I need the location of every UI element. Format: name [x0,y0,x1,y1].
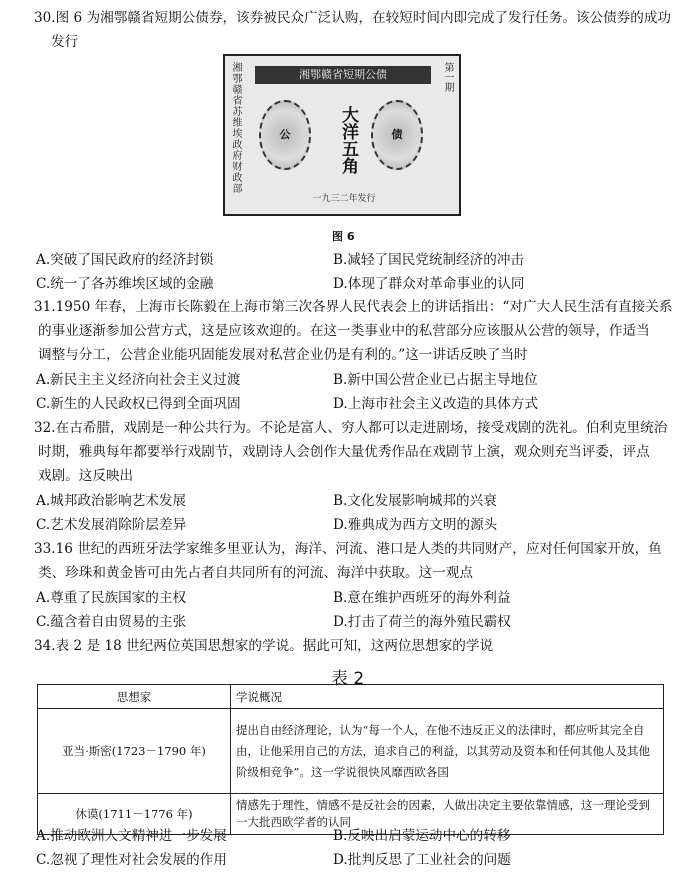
q31-option-d[interactable]: D.上海市社会主义改造的具体方式 [333,396,539,412]
thinker-name: 亚当·斯密(1723－1790 年) [38,709,231,794]
q34-option-c[interactable]: C.忽视了理性对社会发展的作用 [36,852,227,868]
q34-option-a[interactable]: A.推动欧洲人文精神进一步发展 [36,828,227,844]
bond-certificate-image [223,54,461,216]
bond-seal-right: 债 [371,100,423,170]
q33-option-b[interactable]: B.意在维护西班牙的海外利益 [333,590,511,606]
q30-line-2: 发行 [51,34,79,50]
bond-value: 大洋五角 [338,106,358,174]
bond-banner: 湘鄂赣省短期公债 [255,66,431,84]
table-header-thinker: 思想家 [38,685,231,709]
thinkers-table [37,684,664,835]
q33-option-a[interactable]: A.尊重了民族国家的主权 [36,590,187,606]
q31-line-2: 的事业逐渐参加公营方式，这是应该欢迎的。在这一类事业中的私营部分应该服从公营的领导，作适当 [38,323,650,339]
q31-line-1: 31.1950 年春，上海市长陈毅在上海市第三次各界人民代表会上的讲话指出：“对广大人民生活有直接关系 [34,299,673,315]
q32-option-a[interactable]: A.城邦政治影响艺术发展 [36,493,187,509]
bond-seal-left: 公 [259,100,311,170]
q33-option-c[interactable]: C.蕴含着自由贸易的主张 [36,614,187,630]
q34-line-1: 34.表 2 是 18 世纪两位英国思想家的学说。据此可知，这两位思想家的学说 [34,638,494,654]
q31-option-c[interactable]: C.新生的人民政权已得到全面巩固 [36,396,241,412]
q31-option-b[interactable]: B.新中国公营企业已占据主导地位 [333,372,538,388]
q30-option-d[interactable]: D.体现了群众对革命事业的认同 [333,276,525,292]
table-row [38,709,664,794]
q32-option-c[interactable]: C.艺术发展消除阶层差异 [36,517,187,533]
q32-line-2: 时期，雅典每年都要举行戏剧节，戏剧诗人会创作大量优秀作品在戏剧节上演，观众则充当评委，评点 [38,444,650,460]
table-caption: 表 2 [331,669,365,689]
q32-line-1: 32.在古希腊，戏剧是一种公共行为。不论是富人、穷人都可以走进剧场，接受戏剧的洗礼。伯利克里统治 [34,420,668,436]
thinker-name: 休谟(1711－1776 年) [38,794,231,835]
q31-line-3: 调整与分工，公营企业能巩固能发展对私营企业仍是有利的。”这一讲话反映了当时 [38,347,528,363]
q32-line-3: 戏剧。这反映出 [38,468,134,484]
figure-caption: 图 6 [332,230,355,243]
q34-option-d[interactable]: D.批判反思了工业社会的问题 [333,852,511,868]
q30-option-c[interactable]: C.统一了各苏维埃区域的金融 [36,276,214,292]
q34-option-b[interactable]: B.反映出启蒙运动中心的转移 [333,828,511,844]
table-header-doctrine: 学说概况 [231,685,664,709]
q32-option-b[interactable]: B.文化发展影响城邦的兴衰 [333,493,497,509]
q33-option-d[interactable]: D.打击了荷兰的海外殖民霸权 [333,614,511,630]
thinker-doctrine: 提出自由经济理论，认为“每一个人，在他不违反正义的法律时，都应听其完全自由，让他采用自己的方法，追求自己的利益，以其劳动及资本和任何其他人及其他阶级相竞争”。这一学说很快风靡西欧各国 [231,709,664,794]
q30-option-a[interactable]: A.突破了国民政府的经济封锁 [36,252,214,268]
thinker-doctrine: 情感先于理性，情感不是反社会的因素，人做出决定主要依靠情感，这一理论受到一大批西欧学者的认同 [231,794,664,835]
bond-serial: 第一期 [442,62,453,92]
bond-footer: 一九三二年发行 [312,194,376,204]
bond-issuer-text: 湘鄂赣省苏维埃政府财政部 [230,62,241,194]
q31-option-a[interactable]: A.新民主主义经济向社会主义过渡 [36,372,241,388]
q32-option-d[interactable]: D.雅典成为西方文明的源头 [333,517,498,533]
q30-line-1: 30.图 6 为湘鄂赣省短期公债券，该券被民众广泛认购，在较短时间内即完成了发行任务。该公债券的成功 [34,10,672,26]
q33-line-1: 33.16 世纪的西班牙法学家维多里亚认为，海洋、河流、港口是人类的共同财产，应对任何国家开放，鱼 [34,541,662,557]
q30-option-b[interactable]: B.减轻了国民党统制经济的冲击 [333,252,525,268]
q33-line-2: 类、珍珠和黄金皆可由先占者自共同所有的河流、海洋中获取。这一观点 [38,565,473,581]
